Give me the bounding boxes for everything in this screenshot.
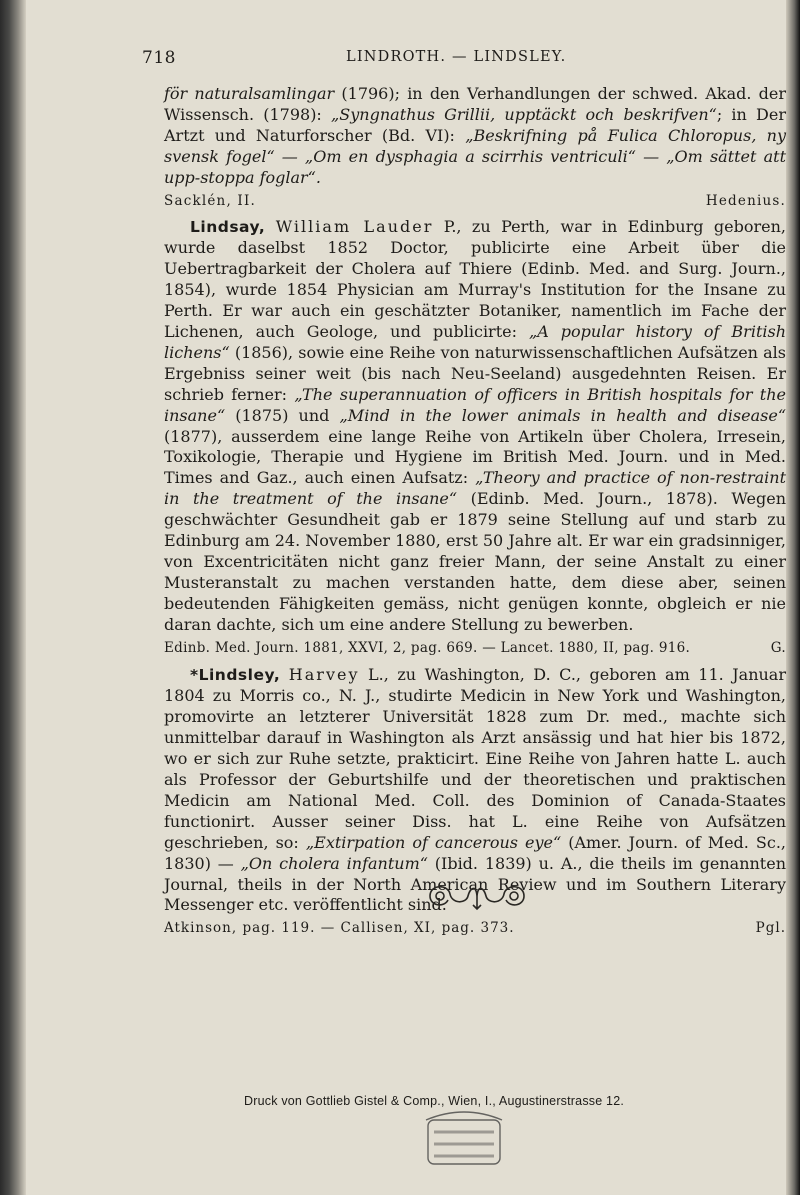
entry-lindsley-title-1: „Extirpation of cancerous eye“ <box>305 832 562 852</box>
entry-lindsay-text-4: (1877), ausserdem eine lange Reihe von Artikeln über Cholera, Irresein, Toxikologie, Therapie und Hygiene im British Med. Journ. und in Med. Times and Gaz., auch einen Aufsatz: <box>164 426 786 488</box>
book-page <box>26 0 786 1195</box>
library-stamp-icon <box>416 1106 512 1170</box>
entry-lindsley-text-1: L., zu Washington, D. C., geboren am 11. Januar 1804 zu Morris co., N. J., studirte Medicin in New York und Washington, promovirte an letzterer Universität 1828 zum Dr. med., machte sich unmittelbar darauf in Washington als Arzt ansässig und hat hier bis 1872, wo er sich zur Ruhe setzte, prakticirt. Eine Reihe von Jahren hatte L. auch als Professor der Geburtshilfe und der theoretischen und praktischen Medicin am National Med. Coll. des Dominion of Canada-Staates functionirt. Ausser seiner Diss. hat L. eine Reihe von Aufsätzen geschrieben, so: <box>164 665 786 852</box>
lindsley-refs: Atkinson, pag. 119. — Callisen, XI, pag. 373. <box>164 920 515 937</box>
entry-lindsley-references <box>164 918 786 939</box>
continuation-title-3: „Beskrifning på Fulica Chloropus, ny svensk fogel“ — „Om en dysphagia a scirrhis ventriculi“ — „Om sättet att upp-stoppa foglar“. <box>164 125 786 187</box>
lindsay-refs: Edinb. Med. Journ. 1881, XXVI, 2, pag. 669. — Lancet. 1880, II, pag. 916. <box>164 639 691 656</box>
continuation-title-1: för naturalsamlingar <box>164 84 335 103</box>
lindsley-author-initial: Pgl. <box>755 920 786 937</box>
entry-lindsay-references <box>164 638 786 659</box>
entry-lindsay-text-2: (1856), sowie eine Reihe von naturwissenschaftlichen Aufsätzen als Ergebniss seiner weit (bis nach Neu-Seeland) ausgedehnten Reisen. Er schrieb ferner: <box>164 342 786 404</box>
lindsay-author-initial: G. <box>770 639 786 656</box>
continuation-text-2: Wissensch. (1798): <box>164 104 332 124</box>
entry-lindsley-text-3: (Ibid. 1839) u. A., die theils im genannten Journal, theils in der North American Review und im Southern Literary Messenger etc. veröffentlicht sind. <box>164 853 787 915</box>
running-head <box>26 46 786 72</box>
scan-shadow-right <box>786 0 800 1195</box>
body-text <box>164 84 786 946</box>
entry-lindsay-text-5: (Edinb. Med. Journ., 1878). Wegen geschwächter Gesundheit gab er 1879 seine Stellung auf und starb zu Edinburg am 24. November 1880, erst 50 Jahre alt. Er war ein gradsinniger, von Excentricitäten nicht ganz freier Mann, der seine Anstalt zu einer Musteranstalt zu machen verstanden hatte, dem diese aber, seinen bedeutenden Fähigkeiten gemäss, nicht genügen konnte, obgleich er nie daran dachte, sich um eine andere Stellung zu bewerben. <box>164 489 786 634</box>
continuation-text-4: und Naturforscher (Bd. VI): <box>214 125 466 145</box>
entry-lindsley-name: *Lindsley, <box>190 666 281 685</box>
continuation-title-2: „Syngnathus Grillii, upptäckt och beskrifven“ <box>331 104 717 124</box>
continuation-paragraph <box>164 84 786 189</box>
entry-lindsley-title-2: „On cholera infantum“ <box>240 853 428 873</box>
attribution-author: Hedenius. <box>705 192 786 209</box>
scan-shadow-left <box>0 0 26 1195</box>
end-ornament-icon <box>422 878 532 914</box>
entry-lindsay-title-1: „A popular history of British lichens“ <box>164 321 787 362</box>
continuation-text-3: ; in Der Artzt <box>164 104 786 145</box>
entry-lindsay <box>164 217 786 635</box>
page-number: 718 <box>142 48 176 68</box>
entry-lindsay-text-1: P., zu Perth, war in Edinburg geboren, wurde daselbst 1852 Doctor, publicirte eine Arbeit über die Uebertragbarkeit der Cholera auf Thiere (Edinb. Med. and Surg. Journ., 1854), wurde 1854 Physician am Murray's Institution for the Insane zu Perth. Er war auch ein geschätzter Botaniker, namentlich im Fache der Lichenen, auch Geologe, und publicirte: <box>164 217 786 341</box>
continuation-text-1: (1796); in den Verhandlungen der schwed. Akad. der <box>334 84 787 103</box>
attribution-source: Sacklén, II. <box>164 192 256 209</box>
entry-lindsley-given: Harvey <box>288 665 360 685</box>
entry-lindsay-title-4: „Theory and practice of non-restraint in the treatment of the insane“ <box>164 468 787 509</box>
running-title: LINDROTH. — LINDSLEY. <box>346 49 567 65</box>
entry-lindsay-title-3: „Mind in the lower animals in health and disease“ <box>339 405 787 425</box>
entry-lindsay-given: William Lauder <box>275 217 434 237</box>
continuation-attribution <box>164 191 786 212</box>
entry-lindsley-text-2: (Amer. Journ. of Med. Sc., 1830) — <box>164 832 787 873</box>
entry-lindsay-text-3: (1875) und <box>225 405 340 425</box>
entry-lindsay-title-2: „The superannuation of officers in British hospitals for the insane“ <box>164 384 786 425</box>
entry-lindsay-name: Lindsay, <box>190 218 266 237</box>
printer-imprint: Druck von Gottlieb Gistel & Comp., Wien, I., Augustinerstrasse 12. <box>244 1094 625 1108</box>
